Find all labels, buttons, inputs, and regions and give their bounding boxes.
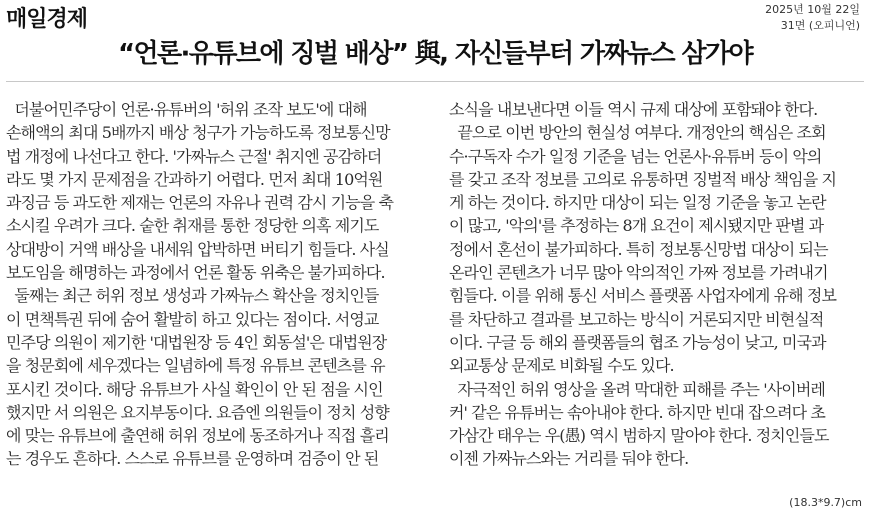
- article-column-left: [6, 98, 424, 471]
- publication-meta: [765, 2, 860, 34]
- article-text-line: 둘째는 최근 허위 정보 생성과 가짜뉴스 확산을 정치인들: [6, 286, 379, 306]
- article-text-line: 온라인 콘텐츠가 너무 많아 악의적인 가짜 정보를 가려내기: [449, 263, 828, 283]
- article-text-line: 자극적인 허위 영상을 올려 막대한 피해를 주는 '사이버레: [449, 379, 825, 399]
- article-text-line: 더불어민주당이 언론·유튜버의 '허위 조작 보도'에 대해: [6, 100, 367, 119]
- article-text-line: 민주당 의원이 제기한 '대법원장 등 4인 회동설'은 대법원장: [6, 332, 387, 352]
- article-size-note: (18.3*9.7)cm: [789, 496, 862, 509]
- article-text-line: 힘들다. 이를 위해 통신 서비스 플랫폼 사업자에게 유해 정보: [449, 286, 837, 306]
- article-text-line: 법 개정에 나선다고 한다. '가짜뉴스 근절' 취지엔 공감하더: [6, 146, 382, 166]
- article-text-line: 보도임을 해명하는 과정에서 언론 활동 위축은 불가피하다.: [6, 263, 385, 283]
- article-text-line: 소식을 내보낸다면 이들 역시 규제 대상에 포함돼야 한다.: [449, 100, 818, 119]
- article-headline: “언론·유튜브에 징벌 배상” 與, 자신들부터 가짜뉴스 삼가야: [118, 39, 752, 69]
- article-text-line: 를 갖고 조작 정보를 고의로 유통하면 징벌적 배상 책임을 지: [449, 169, 837, 189]
- article-text-line: 커' 같은 유튜버는 솎아내야 한다. 하지만 빈대 잡으려다 초: [449, 402, 825, 422]
- article-column-right: [449, 98, 865, 471]
- article-text-line: 를 차단하고 결과를 보고하는 방식이 거론되지만 비현실적: [449, 309, 824, 329]
- article-text-line: 소시킬 우려가 크다. 숱한 취재를 통한 정당한 의혹 제기도: [6, 216, 379, 236]
- article-text-line: 정에서 혼선이 불가피하다. 특히 정보통신망법 대상이 되는: [449, 239, 828, 259]
- article-text-line: 상대방이 거액 배상을 내세워 압박하면 버티기 힘들다. 사실: [6, 239, 389, 259]
- publication-date: 2025년 10월 22일: [765, 3, 860, 16]
- article-text-line: 이 면책특권 뒤에 숨어 활발히 하고 있다는 점이다. 서영교: [6, 309, 379, 329]
- article-text-line: 했지만 서 의원은 요지부동이다. 요즘엔 의원들이 정치 성향: [6, 402, 389, 422]
- article-text-line: 끝으로 이번 방안의 현실성 여부다. 개정안의 핵심은 조회: [449, 123, 826, 143]
- article-text-line: 게 하는 것이다. 하지만 대상이 되는 일정 기준을 놓고 논란: [449, 193, 826, 213]
- article-text-line: 라도 몇 가지 문제점을 간과하기 어렵다. 먼저 최대 10억원: [6, 169, 383, 189]
- article-text-line: 는 경우도 흔하다. 스스로 유튜브를 운영하며 검증이 안 된: [6, 449, 379, 469]
- article-text-line: 에 맞는 유튜브에 출연해 허위 정보에 동조하거나 직접 흘리: [6, 426, 389, 446]
- article-text-line: 외교통상 문제로 비화될 수도 있다.: [449, 356, 674, 376]
- article-text-line: 을 청문회에 세우겠다는 일념하에 특정 유튜브 콘텐츠를 유: [6, 356, 385, 376]
- article-text-line: 이젠 가짜뉴스와는 거리를 둬야 한다.: [449, 449, 689, 469]
- article-text-line: 이 많고, '악의'를 추정하는 8개 요건이 제시됐지만 판별 과: [449, 216, 824, 236]
- article-text-line: 이다. 구글 등 해외 플랫폼들의 협조 가능성이 낮고, 미국과: [449, 332, 826, 352]
- headline-divider: [6, 81, 864, 82]
- article-text-line: 포시킨 것이다. 해당 유튜브가 사실 확인이 안 된 점을 시인: [6, 379, 383, 399]
- newspaper-masthead: 매일경제: [6, 7, 88, 32]
- article-text-line: 가삼간 태우는 우(愚) 역시 범하지 말아야 한다. 정치인들도: [449, 426, 829, 446]
- article-text-line: 손해액의 최대 5배까지 배상 청구가 가능하도록 정보통신망: [6, 123, 390, 143]
- page-section: 31면 (오피니언): [780, 19, 860, 32]
- article-text-line: 과징금 등 과도한 제재는 언론의 자유나 권력 감시 기능을 축: [6, 193, 394, 213]
- article-text-line: 수·구독자 수가 일정 기준을 넘는 언론사·유튜버 등이 악의: [449, 146, 822, 166]
